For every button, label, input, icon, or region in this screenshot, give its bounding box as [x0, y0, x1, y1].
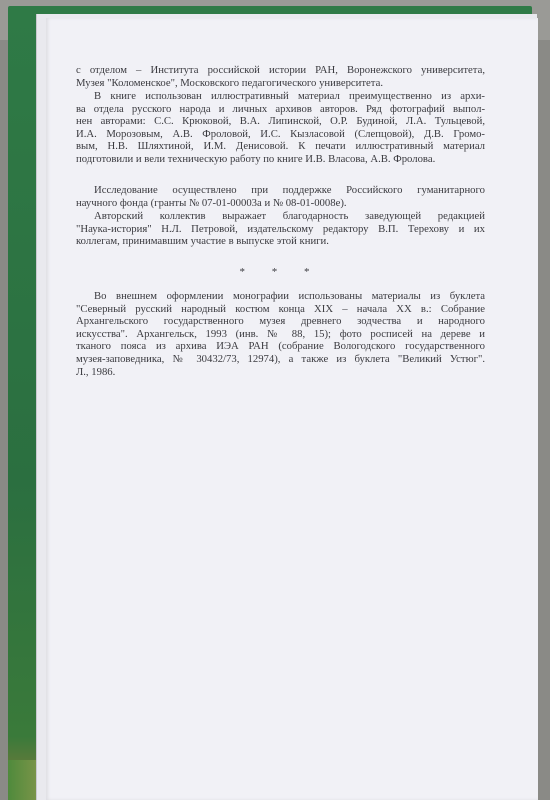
text-line: Л., 1986. [76, 365, 116, 378]
text-line: Исследование осуществлено при поддержке Российского гуманитарного [94, 184, 485, 196]
paragraph-institutions [76, 64, 485, 89]
paragraph-illustrations [76, 90, 485, 166]
text-line: музея-заповедника, № 30432/73, 12974), а также из буклета "Великий Устюг". [76, 352, 485, 365]
text-line: научного фонда (гранты № 07-01-00003а и № 08-01-0008е). [76, 196, 347, 209]
text-line: Авторский коллектив выражает благодарность заведующей редакцией [94, 210, 485, 222]
paragraph-acknowledgements [76, 210, 485, 248]
text-line: В книге использован иллюстративный материал преимущественно из архи- [94, 90, 485, 102]
paragraph-design-sources [76, 290, 485, 378]
section-separator: * * * [239, 266, 322, 278]
text-line: Музея "Коломенское", Московского педагогического университета. [76, 76, 384, 89]
text-line: искусства". Архангельск, 1993 (инв. № 88, 15); фото росписей на дереве и [76, 327, 485, 340]
text-line: И.А. Морозовым, А.В. Фроловой, И.С. Кызласовой (Слепцовой), Д.В. Громо- [76, 127, 485, 140]
text-line: с отделом – Института российской истории РАН, Воронежского университета, [76, 64, 485, 76]
text-line: Во внешнем оформлении монографии использованы материалы из буклета [94, 290, 485, 302]
text-line: нен авторами: С.С. Крюковой, В.А. Липинской, О.Р. Будиной, Л.А. Тульцевой, [76, 115, 485, 128]
text-line: вым, Н.В. Шляхтиной, И.М. Денисовой. К печати иллюстративный материал [76, 140, 485, 153]
paragraph-funding [76, 184, 485, 209]
text-line: "Северный русский народный костюм конца XIX – начала XX в.: Собрание [76, 302, 485, 315]
text-line: ва отдела русского народа и личных архивов авторов. Ряд фотографий выпол- [76, 102, 485, 115]
text-line: коллегам, принимавшим участие в выпуске этой книги. [76, 235, 329, 248]
text-line: Архангельского государственного музея древнего зодчества и народного [76, 315, 485, 328]
text-line: тканого пояса из архива ИЭА РАН (собрание Вологодского государственного [76, 340, 485, 353]
text-line: "Наука-история" Н.Л. Петровой, издательскому редактору В.П. Терехову и их [76, 222, 485, 235]
text-line: подготовили и вели техническую работу по книге И.В. Власова, А.В. Фролова. [76, 152, 436, 165]
